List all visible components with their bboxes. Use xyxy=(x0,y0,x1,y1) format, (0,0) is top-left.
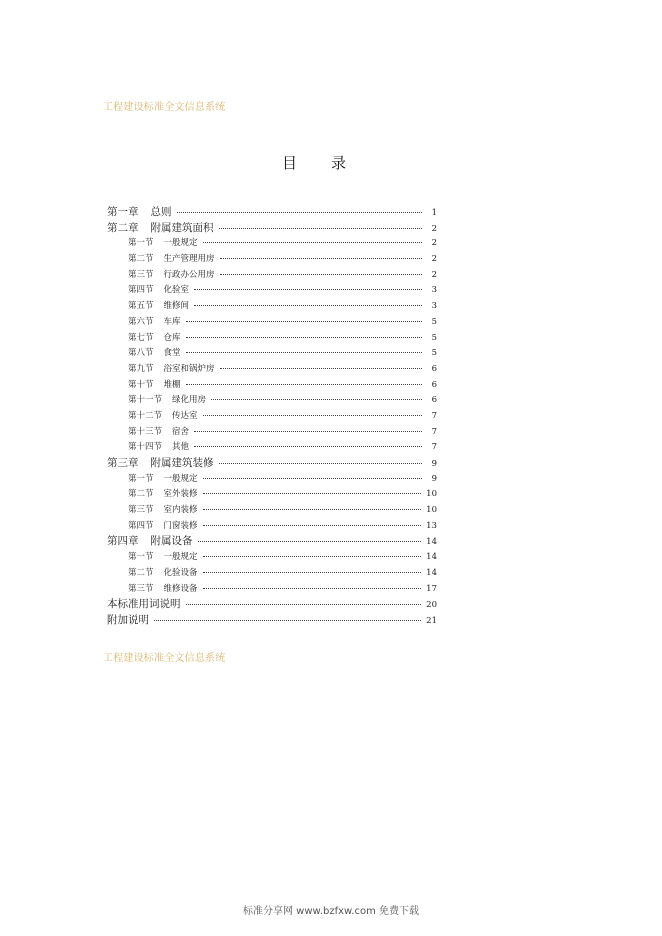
table-of-contents xyxy=(107,205,437,629)
toc-entry-label: 浴室和锅炉房 xyxy=(163,363,215,374)
toc-chapter-row[interactable] xyxy=(107,613,437,629)
toc-entry-number: 第三章 xyxy=(107,457,139,469)
toc-dot-leader xyxy=(203,415,422,416)
toc-section-row[interactable] xyxy=(107,425,437,441)
toc-entry-number: 第四节 xyxy=(128,520,154,531)
toc-page-number: 7 xyxy=(431,410,437,421)
toc-section-row[interactable] xyxy=(107,268,437,284)
toc-dot-leader xyxy=(194,289,422,290)
toc-chapter-row[interactable] xyxy=(107,205,437,221)
toc-entry-number: 第一节 xyxy=(128,238,154,249)
page-title: 目录 xyxy=(281,154,380,172)
toc-page-number: 14 xyxy=(426,567,437,578)
toc-section-row[interactable] xyxy=(107,440,437,456)
toc-section-row[interactable] xyxy=(107,346,437,362)
toc-entry-number: 第三节 xyxy=(128,583,154,594)
toc-dot-leader xyxy=(194,431,422,432)
toc-page-number: 9 xyxy=(431,459,437,469)
toc-entry-label: 室内装修 xyxy=(163,505,198,516)
toc-page-number: 10 xyxy=(426,505,437,516)
toc-dot-leader xyxy=(186,352,422,353)
toc-entry-label: 本标准用词说明 xyxy=(107,598,181,611)
toc-entry-label: 生产管理用房 xyxy=(163,254,215,265)
toc-entry-label: 室外装修 xyxy=(163,489,198,500)
toc-chapter-row[interactable] xyxy=(107,456,437,472)
toc-dot-leader xyxy=(198,541,422,542)
toc-section-row[interactable] xyxy=(107,236,437,252)
toc-dot-leader xyxy=(203,556,422,557)
toc-entry-label: 维修设备 xyxy=(163,583,198,594)
toc-page-number: 5 xyxy=(431,332,437,343)
toc-entry-number: 第六节 xyxy=(128,316,154,327)
toc-section-row[interactable] xyxy=(107,283,437,299)
toc-entry-label: 一般规定 xyxy=(163,238,198,249)
toc-entry-label: 一般规定 xyxy=(163,552,198,563)
footer-text: 标准分享网 www.bzfxw.com 免费下载 xyxy=(243,906,419,917)
toc-chapter-row[interactable] xyxy=(107,534,437,550)
toc-entry-label: 总则 xyxy=(150,206,172,218)
toc-entry-label: 传达室 xyxy=(172,410,198,421)
toc-entry-number: 第七节 xyxy=(128,332,154,343)
toc-entry-label: 其他 xyxy=(172,442,190,453)
toc-entry-label: 绿化用房 xyxy=(172,395,207,406)
toc-page-number: 13 xyxy=(426,520,437,531)
toc-entry-number: 第二节 xyxy=(128,489,154,500)
toc-section-row[interactable] xyxy=(107,378,437,394)
toc-entry-label: 化验设备 xyxy=(163,567,198,578)
toc-dot-leader xyxy=(219,463,423,464)
toc-dot-leader xyxy=(186,384,422,385)
watermark-top: 工程建设标准全文信息系统 xyxy=(103,102,226,113)
toc-entry-number: 第四章 xyxy=(107,535,139,548)
toc-dot-leader xyxy=(220,258,422,259)
toc-entry-number: 第一节 xyxy=(128,552,154,563)
toc-dot-leader xyxy=(211,399,422,400)
toc-section-row[interactable] xyxy=(107,331,437,347)
toc-section-row[interactable] xyxy=(107,252,437,268)
toc-entry-number: 第四节 xyxy=(128,285,154,296)
toc-dot-leader xyxy=(194,305,422,306)
toc-section-row[interactable] xyxy=(107,550,437,566)
toc-entry-label: 附加说明 xyxy=(107,613,149,626)
toc-section-row[interactable] xyxy=(107,409,437,425)
toc-section-row[interactable] xyxy=(107,362,437,378)
toc-section-row[interactable] xyxy=(107,503,437,519)
toc-page-number: 6 xyxy=(431,395,437,406)
toc-dot-leader xyxy=(219,228,423,229)
toc-dot-leader xyxy=(186,321,422,322)
toc-entry-number: 第一章 xyxy=(107,206,139,218)
toc-section-row[interactable] xyxy=(107,582,437,598)
toc-entry-number: 第二节 xyxy=(128,254,154,265)
toc-entry-label: 堆棚 xyxy=(163,379,181,390)
toc-entry-number: 第十节 xyxy=(128,379,154,390)
toc-entry-number: 第十四节 xyxy=(128,442,163,453)
toc-section-row[interactable] xyxy=(107,299,437,315)
toc-page-number: 3 xyxy=(431,301,437,312)
toc-page-number: 5 xyxy=(431,316,437,327)
toc-entry-label: 附属设备 xyxy=(150,535,193,548)
toc-dot-leader xyxy=(186,337,422,338)
toc-dot-leader xyxy=(177,212,423,213)
toc-section-row[interactable] xyxy=(107,393,437,409)
toc-entry-number: 第八节 xyxy=(128,348,154,359)
toc-page-number: 7 xyxy=(431,442,437,453)
toc-section-row[interactable] xyxy=(107,472,437,488)
toc-dot-leader xyxy=(220,368,422,369)
toc-dot-leader xyxy=(203,509,422,510)
toc-page-number: 6 xyxy=(431,379,437,390)
toc-page-number: 7 xyxy=(431,426,437,437)
toc-entry-number: 第五节 xyxy=(128,301,154,312)
toc-page-number: 5 xyxy=(431,348,437,359)
toc-dot-leader xyxy=(194,446,422,447)
toc-page-number: 1 xyxy=(431,208,437,218)
toc-entry-label: 维修间 xyxy=(163,301,190,312)
toc-page-number: 2 xyxy=(431,254,437,265)
toc-page-number: 17 xyxy=(426,583,437,594)
toc-section-row[interactable] xyxy=(107,519,437,535)
toc-entry-number: 第十二节 xyxy=(128,410,163,421)
toc-entry-label: 门窗装修 xyxy=(163,520,198,531)
toc-entry-number: 第二章 xyxy=(107,221,139,234)
toc-page-number: 14 xyxy=(426,552,437,563)
toc-entry-label: 附属建筑装修 xyxy=(150,457,214,469)
toc-dot-leader xyxy=(203,242,422,243)
toc-section-row[interactable] xyxy=(107,315,437,331)
toc-chapter-row[interactable] xyxy=(107,221,437,237)
toc-page-number: 10 xyxy=(426,489,437,500)
toc-page-number: 2 xyxy=(431,269,437,280)
toc-page-number: 21 xyxy=(426,615,437,626)
toc-chapter-row[interactable] xyxy=(107,597,437,613)
toc-entry-label: 食堂 xyxy=(163,348,181,359)
toc-page-number: 3 xyxy=(431,285,437,296)
toc-section-row[interactable] xyxy=(107,566,437,582)
toc-page-number: 20 xyxy=(426,600,437,611)
toc-entry-label: 一般规定 xyxy=(163,473,198,484)
toc-dot-leader xyxy=(203,572,422,573)
toc-entry-number: 第十三节 xyxy=(128,426,163,437)
toc-entry-number: 第二节 xyxy=(128,567,154,578)
toc-entry-label: 仓库 xyxy=(163,332,181,343)
toc-dot-leader xyxy=(203,493,422,494)
toc-entry-label: 化验室 xyxy=(163,285,190,296)
toc-entry-number: 第九节 xyxy=(128,363,154,374)
toc-dot-leader xyxy=(203,478,422,479)
toc-entry-label: 行政办公用房 xyxy=(163,269,215,280)
toc-dot-leader xyxy=(154,620,421,621)
toc-page-number: 14 xyxy=(426,537,437,548)
toc-entry-label: 宿舍 xyxy=(172,426,190,437)
toc-entry-label: 附属建筑面积 xyxy=(150,221,214,234)
toc-dot-leader xyxy=(203,525,422,526)
toc-entry-number: 第三节 xyxy=(128,269,154,280)
toc-entry-number: 第十一节 xyxy=(128,395,163,406)
toc-page-number: 2 xyxy=(431,223,437,234)
watermark-bottom: 工程建设标准全文信息系统 xyxy=(103,653,226,664)
toc-section-row[interactable] xyxy=(107,487,437,503)
toc-page-number: 6 xyxy=(431,363,437,374)
toc-entry-label: 车库 xyxy=(163,316,181,327)
toc-dot-leader xyxy=(220,274,422,275)
toc-dot-leader xyxy=(203,588,422,589)
toc-page-number: 2 xyxy=(431,238,437,249)
toc-page-number: 9 xyxy=(431,473,437,484)
toc-entry-number: 第三节 xyxy=(128,505,154,516)
toc-entry-number: 第一节 xyxy=(128,473,154,484)
toc-dot-leader xyxy=(186,604,422,605)
